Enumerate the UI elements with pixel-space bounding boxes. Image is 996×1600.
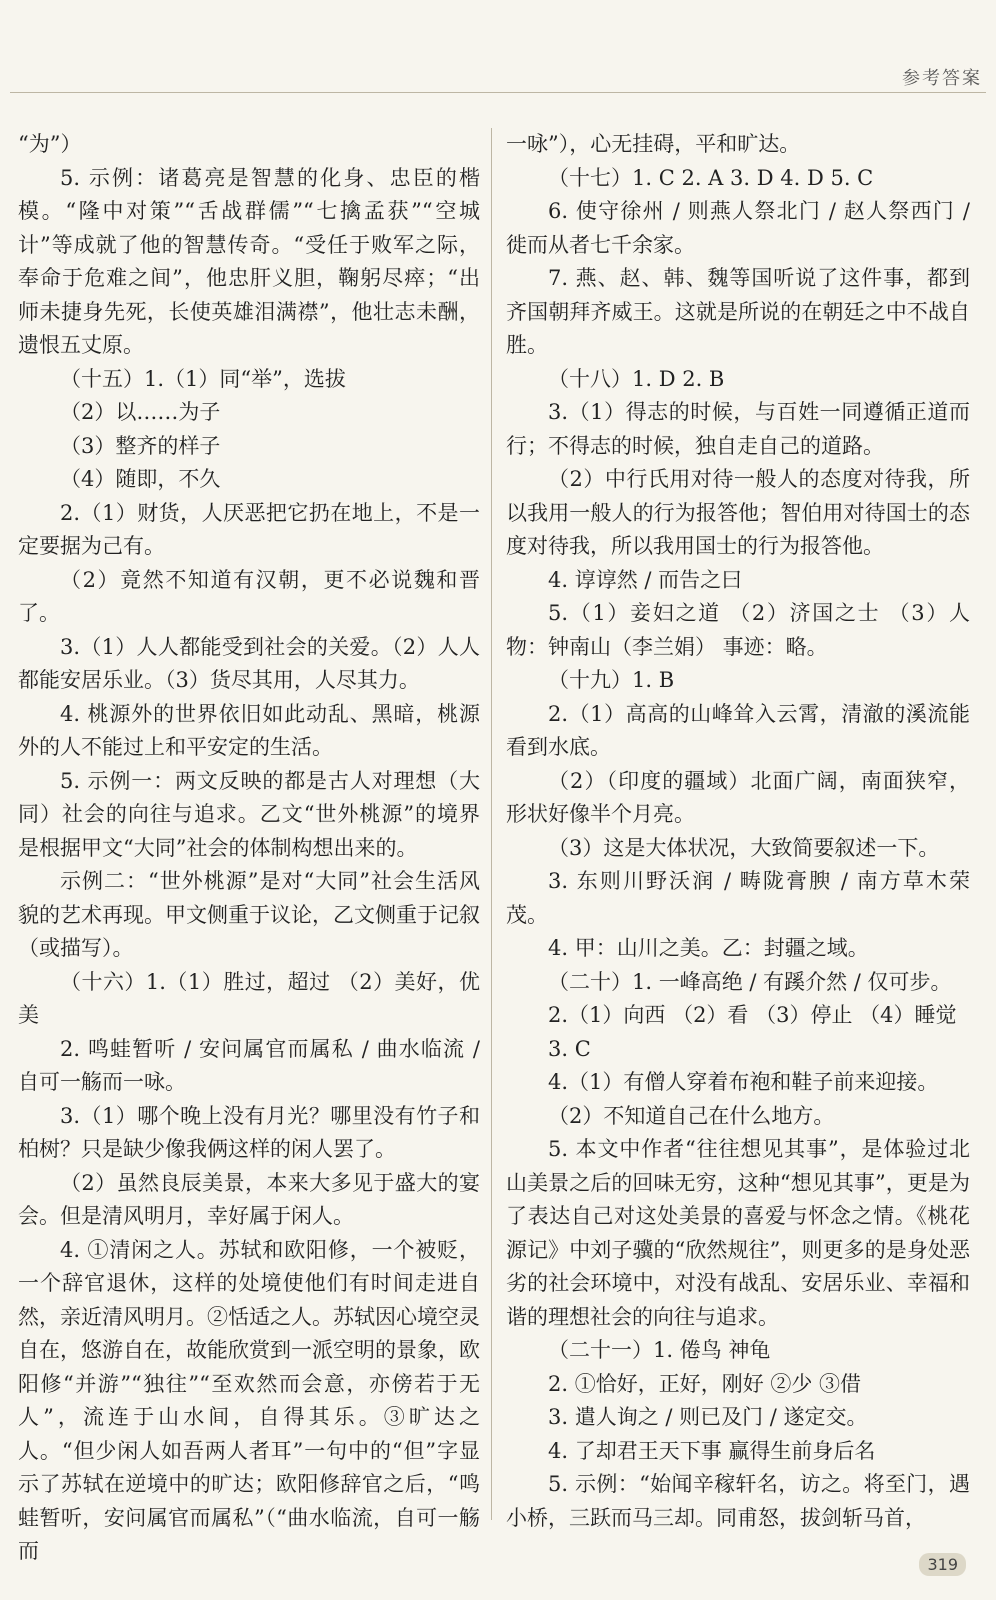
answer-paragraph: （十七）1. C 2. A 3. D 4. D 5. C xyxy=(548,165,874,190)
answer-paragraph: 3. 东则川野沃润 / 畴陇膏腴 / 南方草木荣茂。 xyxy=(506,869,970,927)
answer-paragraph: （十五）1.（1）同“举”，选拔 xyxy=(60,366,346,391)
answer-paragraph: 2.（1）向西 （2）看 （3）停止 （4）睡觉 xyxy=(548,1003,957,1027)
answer-paragraph: 3.（1）得志的时候，与百姓一同遵循正道而行；不得志的时候，独自走自己的道路。 xyxy=(506,400,970,458)
answer-paragraph: （十九）1. B xyxy=(548,668,675,692)
answer-paragraph: 6. 使守徐州 / 则燕人祭北门 / 赵人祭西门 / 徙而从者七千余家。 xyxy=(506,199,970,257)
page-number: 319 xyxy=(919,1553,966,1576)
answer-paragraph: （4）随即，不久 xyxy=(60,467,221,491)
answer-paragraph: （2）以……为子 xyxy=(60,400,221,424)
answer-paragraph: （2）不知道自己在什么地方。 xyxy=(548,1103,835,1128)
answer-paragraph: 4. ①清闲之人。苏轼和欧阳修，一个被贬，一个辞官退休，这样的处境使他们有时间走进自然，亲近清风明月。②恬适之人。苏轼因心境空灵自在，悠游自在，故能欣赏到一派空明的景象，欧阳修“并游”“独往”“至欢然而会意，亦傍若于无人”，流连于山水间，自得其乐。③旷达之人。“但少闲人如吾两人者耳”一句中的“但”字显示了苏轼在逆境中的旷达；欧阳修辞官之后，“鸣蛙暂听，安问属官而属私”（“曲水临流，自可一觞而 xyxy=(18,1237,480,1563)
right-column xyxy=(506,128,970,1600)
answer-paragraph: （3）这是大体状况，大致简要叙述一下。 xyxy=(548,835,940,860)
answer-paragraph: 3.（1）哪个晚上没有月光？哪里没有竹子和柏树？只是缺少像我俩这样的闲人罢了。 xyxy=(18,1103,480,1161)
answer-paragraph: 5.（1）妾妇之道 （2）济国之士 （3）人物：钟南山（李兰娟） 事迹：略。 xyxy=(506,601,970,659)
answer-paragraph: 5. 示例：“始闻辛稼轩名，访之。将至门，遇小桥，三跃而马三却。同甫怒，拔剑斩马首， xyxy=(506,1472,970,1530)
answer-paragraph: （3）整齐的样子 xyxy=(60,433,221,458)
answer-paragraph: 2. ①恰好，正好，刚好 ②少 ③借 xyxy=(548,1371,862,1396)
answer-paragraph: 5. 示例：诸葛亮是智慧的化身、忠臣的楷模。“隆中对策”“舌战群儒”“七擒孟获”“空城计”等成就了他的智慧传奇。“受任于败军之际，奉命于危难之间”，他忠肝义胆，鞠躬尽瘁；“出师未捷身先死，长使英雄泪满襟”，他壮志未酬，遗恨五丈原。 xyxy=(18,165,480,357)
left-column xyxy=(18,128,480,1600)
answer-paragraph: 4.（1）有僧人穿着布袍和鞋子前来迎接。 xyxy=(548,1070,939,1094)
answer-paragraph: 4. 甲：山川之美。乙：封疆之域。 xyxy=(548,936,869,960)
answer-paragraph: 4. 了却君王天下事 赢得生前身后名 xyxy=(548,1438,876,1463)
answer-paragraph: 3. C xyxy=(548,1036,591,1061)
answer-paragraph: （2）中行氏用对待一般人的态度对待我，所以我用一般人的行为报答他；智伯用对待国士的态度对待我，所以我用国士的行为报答他。 xyxy=(506,467,970,558)
section-label: 参考答案 xyxy=(902,68,982,89)
answer-paragraph: （2）竟然不知道有汉朝，更不必说魏和晋了。 xyxy=(18,567,480,625)
answer-paragraph: 示例二：“世外桃源”是对“大同”社会生活风貌的艺术再现。甲文侧重于议论，乙文侧重于记叙（或描写）。 xyxy=(18,869,480,960)
page-header xyxy=(0,0,996,88)
answer-paragraph: （二十）1. 一峰高绝 / 有蹊介然 / 仅可步。 xyxy=(548,969,952,994)
answer-paragraph: 4. 桃源外的世界依旧如此动乱、黑暗，桃源外的人不能过上和平安定的生活。 xyxy=(18,701,480,759)
answer-paragraph: （十八）1. D 2. B xyxy=(548,366,725,391)
answer-paragraph: 2.（1）财货，人厌恶把它扔在地上，不是一定要据为己有。 xyxy=(18,500,480,558)
answer-paragraph: （二十一）1. 倦鸟 神龟 xyxy=(548,1338,771,1362)
answer-paragraph: 5. 本文中作者“往往想见其事”，是体验过北山美景之后的回味无穷，这种“想见其事”，更是为了表达自己对这处美景的喜爱与怀念之情。《桃花源记》中刘子骥的“欣然规往”，则更多的是身处恶劣的社会环境中，对没有战乱、安居乐业、幸福和谐的理想社会的向往与追求。 xyxy=(506,1137,970,1329)
answer-paragraph: （十六）1.（1）胜过，超过 （2）美好，优美 xyxy=(18,969,480,1027)
answer-paragraph: （2）虽然良辰美景，本来大多见于盛大的宴会。但是清风明月，幸好属于闲人。 xyxy=(18,1170,480,1228)
answer-paragraph: “为”） xyxy=(18,132,82,156)
answer-paragraph: （2）（印度的疆域）北面广阔，南面狭窄，形状好像半个月亮。 xyxy=(506,768,970,826)
header-rule xyxy=(10,92,986,93)
answer-paragraph: 一咏”），心无挂碍，平和旷达。 xyxy=(506,132,801,156)
answer-paragraph: 5. 示例一：两文反映的都是古人对理想（大同）社会的向往与追求。乙文“世外桃源”的境界是根据甲文“大同”社会的体制构想出来的。 xyxy=(18,768,480,860)
column-divider xyxy=(491,128,492,1520)
answer-paragraph: 2.（1）高高的山峰耸入云霄，清澈的溪流能看到水底。 xyxy=(506,701,970,759)
answer-paragraph: 3. 遣人询之 / 则已及门 / 遂定交。 xyxy=(548,1405,868,1429)
answer-paragraph: 3.（1）人人都能受到社会的关爱。（2）人人都能安居乐业。（3）货尽其用，人尽其力。 xyxy=(18,634,480,692)
answer-paragraph: 4. 谆谆然 / 而告之曰 xyxy=(548,567,743,592)
answer-paragraph: 2. 鸣蛙暂听 / 安问属官而属私 / 曲水临流 / 自可一觞而一咏。 xyxy=(18,1036,480,1094)
answer-paragraph: 7. 燕、赵、韩、魏等国听说了这件事，都到齐国朝拜齐威王。这就是所说的在朝廷之中不战自胜。 xyxy=(506,266,970,357)
